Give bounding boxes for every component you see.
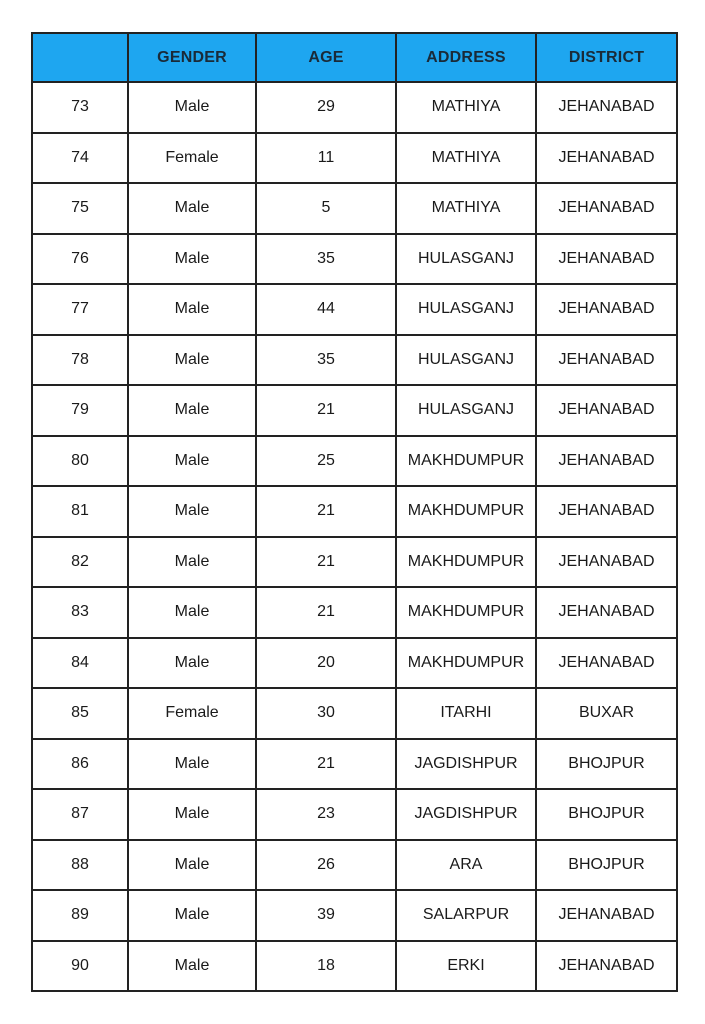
cell-serial: 80 — [32, 436, 128, 487]
cell-age: 26 — [256, 840, 396, 891]
cell-district: JEHANABAD — [536, 183, 677, 234]
cell-address: MAKHDUMPUR — [396, 537, 536, 588]
cell-age: 35 — [256, 335, 396, 386]
cell-district: JEHANABAD — [536, 133, 677, 184]
cell-address: MATHIYA — [396, 82, 536, 133]
data-table-container — [31, 32, 676, 992]
table-row — [32, 234, 677, 285]
cell-gender: Female — [128, 688, 256, 739]
table-row — [32, 638, 677, 689]
table-row — [32, 436, 677, 487]
cell-address: HULASGANJ — [396, 335, 536, 386]
cell-address: ITARHI — [396, 688, 536, 739]
cell-age: 23 — [256, 789, 396, 840]
cell-serial: 83 — [32, 587, 128, 638]
header-age: AGE — [256, 33, 396, 82]
table-row — [32, 183, 677, 234]
cell-district: JEHANABAD — [536, 436, 677, 487]
table-body — [32, 82, 677, 991]
cell-gender: Female — [128, 133, 256, 184]
cell-district: JEHANABAD — [536, 234, 677, 285]
table-row — [32, 335, 677, 386]
cell-district: JEHANABAD — [536, 82, 677, 133]
cell-gender: Male — [128, 587, 256, 638]
cell-serial: 88 — [32, 840, 128, 891]
cell-gender: Male — [128, 183, 256, 234]
cell-address: ERKI — [396, 941, 536, 992]
cell-address: MATHIYA — [396, 183, 536, 234]
cell-serial: 84 — [32, 638, 128, 689]
cell-gender: Male — [128, 436, 256, 487]
cell-address: HULASGANJ — [396, 385, 536, 436]
cell-district: JEHANABAD — [536, 335, 677, 386]
cell-serial: 77 — [32, 284, 128, 335]
cell-age: 35 — [256, 234, 396, 285]
cell-district: JEHANABAD — [536, 486, 677, 537]
cell-district: JEHANABAD — [536, 385, 677, 436]
cell-serial: 74 — [32, 133, 128, 184]
cell-district: JEHANABAD — [536, 638, 677, 689]
cell-district: BHOJPUR — [536, 789, 677, 840]
cell-serial: 79 — [32, 385, 128, 436]
cell-age: 21 — [256, 537, 396, 588]
cell-serial: 78 — [32, 335, 128, 386]
cell-age: 18 — [256, 941, 396, 992]
cell-serial: 81 — [32, 486, 128, 537]
cell-serial: 90 — [32, 941, 128, 992]
patient-table — [31, 32, 678, 992]
cell-address: JAGDISHPUR — [396, 789, 536, 840]
cell-address: MAKHDUMPUR — [396, 587, 536, 638]
cell-age: 25 — [256, 436, 396, 487]
cell-gender: Male — [128, 537, 256, 588]
table-row — [32, 840, 677, 891]
table-header — [32, 33, 677, 82]
cell-age: 21 — [256, 587, 396, 638]
table-row — [32, 385, 677, 436]
cell-district: BHOJPUR — [536, 840, 677, 891]
cell-gender: Male — [128, 789, 256, 840]
cell-gender: Male — [128, 840, 256, 891]
cell-address: MAKHDUMPUR — [396, 638, 536, 689]
cell-address: SALARPUR — [396, 890, 536, 941]
header-serial — [32, 33, 128, 82]
cell-gender: Male — [128, 486, 256, 537]
cell-address: MAKHDUMPUR — [396, 486, 536, 537]
cell-gender: Male — [128, 335, 256, 386]
cell-gender: Male — [128, 82, 256, 133]
cell-district: BHOJPUR — [536, 739, 677, 790]
cell-gender: Male — [128, 234, 256, 285]
cell-age: 44 — [256, 284, 396, 335]
table-row — [32, 941, 677, 992]
cell-serial: 89 — [32, 890, 128, 941]
cell-age: 21 — [256, 739, 396, 790]
table-row — [32, 587, 677, 638]
cell-district: JEHANABAD — [536, 587, 677, 638]
cell-serial: 85 — [32, 688, 128, 739]
table-row — [32, 537, 677, 588]
cell-age: 21 — [256, 385, 396, 436]
cell-district: JEHANABAD — [536, 890, 677, 941]
cell-address: JAGDISHPUR — [396, 739, 536, 790]
cell-gender: Male — [128, 890, 256, 941]
cell-age: 5 — [256, 183, 396, 234]
cell-address: MATHIYA — [396, 133, 536, 184]
header-row — [32, 33, 677, 82]
cell-district: JEHANABAD — [536, 284, 677, 335]
cell-age: 39 — [256, 890, 396, 941]
cell-serial: 73 — [32, 82, 128, 133]
cell-age: 21 — [256, 486, 396, 537]
header-address: ADDRESS — [396, 33, 536, 82]
cell-gender: Male — [128, 941, 256, 992]
cell-district: JEHANABAD — [536, 537, 677, 588]
cell-gender: Male — [128, 284, 256, 335]
cell-serial: 82 — [32, 537, 128, 588]
cell-gender: Male — [128, 638, 256, 689]
cell-age: 30 — [256, 688, 396, 739]
cell-address: HULASGANJ — [396, 234, 536, 285]
cell-age: 20 — [256, 638, 396, 689]
header-gender: GENDER — [128, 33, 256, 82]
cell-age: 11 — [256, 133, 396, 184]
header-district: DISTRICT — [536, 33, 677, 82]
cell-address: HULASGANJ — [396, 284, 536, 335]
cell-serial: 75 — [32, 183, 128, 234]
cell-district: BUXAR — [536, 688, 677, 739]
cell-district: JEHANABAD — [536, 941, 677, 992]
cell-serial: 87 — [32, 789, 128, 840]
table-row — [32, 133, 677, 184]
cell-serial: 76 — [32, 234, 128, 285]
table-row — [32, 890, 677, 941]
table-row — [32, 284, 677, 335]
table-row — [32, 688, 677, 739]
cell-address: MAKHDUMPUR — [396, 436, 536, 487]
table-row — [32, 82, 677, 133]
cell-serial: 86 — [32, 739, 128, 790]
table-row — [32, 789, 677, 840]
table-row — [32, 739, 677, 790]
cell-gender: Male — [128, 739, 256, 790]
cell-address: ARA — [396, 840, 536, 891]
cell-gender: Male — [128, 385, 256, 436]
cell-age: 29 — [256, 82, 396, 133]
table-row — [32, 486, 677, 537]
